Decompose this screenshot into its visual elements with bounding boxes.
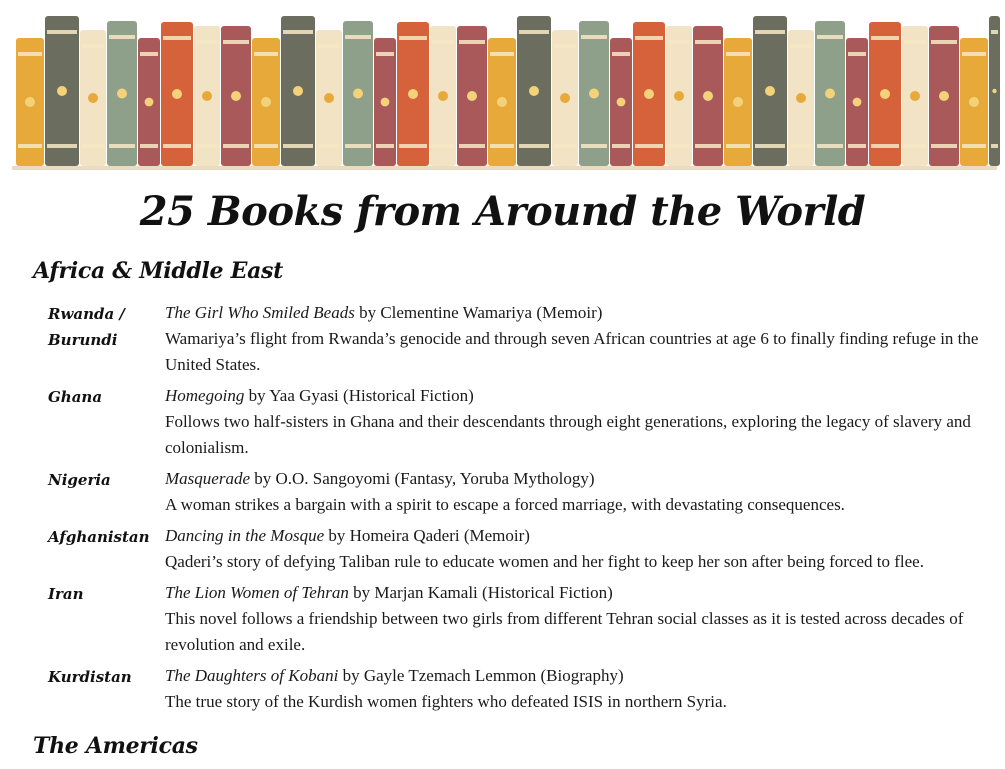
book-entry-kurdistan [0,663,1005,715]
spine-band [318,44,340,48]
spine-band [109,144,135,148]
book-summary: Follows two half-sisters in Ghana and their descendants through eight generations, exploring the legacy of slavery and colonialism. [165,412,971,457]
spine-band [991,144,998,148]
book-line: The Girl Who Smiled Beads by Clementine Wamariya (Memoir) [165,303,603,322]
spine-band [163,144,191,148]
spine-band [163,36,191,40]
spine-ornament [261,97,271,107]
spine-ornament [992,89,996,93]
spine-band [668,144,690,148]
spine-ornament [231,91,241,101]
spine-band [848,52,866,56]
spine-band [47,144,77,148]
book-title: The Girl Who Smiled Beads [165,303,355,322]
spine-band [904,40,926,44]
spine-ornament [117,89,127,99]
country-label: Nigeria [48,471,111,489]
book-author: Clementine Wamariya [380,303,533,322]
country-label: Rwanda / Burundi [48,305,125,349]
book-title: Dancing in the Mosque [165,526,325,545]
spine-band [109,35,135,39]
spine-ornament [644,89,654,99]
spine-band [18,144,42,148]
spine-band [490,52,514,56]
book-genre: (Memoir) [459,526,530,545]
spine-band [755,144,785,148]
spine-ornament [853,98,862,107]
book-genre: (Fantasy, Yoruba Mythology) [390,469,595,488]
spine-band [519,144,549,148]
spine-band [82,44,104,48]
spine-band [695,40,721,44]
section-heading-americas: The Americas [33,733,198,759]
spine-band [432,144,454,148]
book-entry-afghanistan [0,523,1005,575]
book-line: The Lion Women of Tehran by Marjan Kamali (Historical Fiction) [165,583,613,602]
spine-ornament [25,97,35,107]
book-genre: (Historical Fiction) [477,583,613,602]
spine-ornament [910,91,920,101]
spine-band [432,40,454,44]
spine-ornament [796,93,806,103]
country-label: Afghanistan [48,528,150,546]
spine-band [399,36,427,40]
book-genre: (Historical Fiction) [338,386,474,405]
spine-band [345,35,371,39]
spine-band [991,30,998,34]
spine-band [962,52,986,56]
spine-band [399,144,427,148]
spine-band [755,30,785,34]
section-heading-africa-middle-east: Africa & Middle East [33,258,283,284]
spine-band [612,144,630,148]
spine-band [254,144,278,148]
spine-band [554,144,576,148]
spine-band [47,30,77,34]
spine-band [554,44,576,48]
spine-band [140,52,158,56]
spine-ornament [560,93,570,103]
spine-band [871,36,899,40]
spine-band [376,144,394,148]
spine-ornament [703,91,713,101]
spine-band [376,52,394,56]
spine-band [931,144,957,148]
book-entry-rwanda-burundi [0,300,1005,378]
spine-band [490,144,514,148]
spine-ornament [939,91,949,101]
book-author: Marjan Kamali [374,583,478,602]
book-title: The Daughters of Kobani [165,666,339,685]
spine-band [635,144,663,148]
book-line: Homegoing by Yaa Gyasi (Historical Fiction) [165,386,474,405]
country-label: Ghana [48,388,103,406]
spine-band [459,144,485,148]
book-entry-ghana [0,383,1005,461]
spine-band [904,144,926,148]
spine-ornament [825,89,835,99]
page-title: 25 Books from Around the World [139,188,866,235]
spine-band [223,144,249,148]
spine-band [283,144,313,148]
spine-band [519,30,549,34]
spine-band [18,52,42,56]
book-summary: This novel follows a friendship between two girls from different Tehran social classes as it is tested across decades of revolution and exile. [165,609,964,654]
spine-band [82,144,104,148]
spine-ornament [438,91,448,101]
country-label: Iran [48,585,84,603]
spine-band [318,144,340,148]
book-author: O.O. Sangoyomi [275,469,391,488]
spine-ornament [353,89,363,99]
book-summary: The true story of the Kurdish women fighters who defeated ISIS in northern Syria. [165,692,727,711]
spine-band [726,144,750,148]
spine-ornament [57,86,67,96]
spine-ornament [293,86,303,96]
spine-ornament [674,91,684,101]
spine-band [695,144,721,148]
book-line: Dancing in the Mosque by Homeira Qaderi (Memoir) [165,526,530,545]
book-entry-nigeria [0,466,1005,518]
spine-band [962,144,986,148]
spine-band [140,144,158,148]
spine-band [459,40,485,44]
spine-band [254,52,278,56]
spine-ornament [172,89,182,99]
spine-ornament [202,91,212,101]
book-line: The Daughters of Kobani by Gayle Tzemach Lemmon (Biography) [165,666,624,685]
spine-ornament [88,93,98,103]
spine-band [345,144,371,148]
book-summary: Wamariya’s flight from Rwanda’s genocide and through seven African countries at age 6 to finally finding refuge in the United States. [165,329,979,374]
book-author: Homeira Qaderi [349,526,460,545]
spine-band [581,144,607,148]
spine-ornament [733,97,743,107]
spine-ornament [324,93,334,103]
spine-band [581,35,607,39]
spine-ornament [765,86,775,96]
country-label: Kurdistan [48,668,132,686]
spine-band [817,35,843,39]
spine-ornament [467,91,477,101]
spine-band [668,40,690,44]
book-author: Yaa Gyasi [269,386,339,405]
spine-band [726,52,750,56]
spine-band [612,52,630,56]
spine-ornament [617,98,626,107]
spine-ornament [497,97,507,107]
spine-ornament [408,89,418,99]
book-genre: (Memoir) [532,303,603,322]
book-list-africa-middle-east [0,300,1005,720]
spine-band [931,40,957,44]
book-title: The Lion Women of Tehran [165,583,349,602]
bookshelf-illustration [0,0,1005,178]
book-title: Masquerade [165,469,250,488]
spine-band [871,144,899,148]
spine-band [223,40,249,44]
spine-ornament [381,98,390,107]
spine-band [848,144,866,148]
spine-band [196,144,218,148]
spine-band [196,40,218,44]
book-summary: Qaderi’s story of defying Taliban rule to educate women and her fight to keep her son after being forced to flee. [165,552,924,571]
spine-ornament [145,98,154,107]
book-author: Gayle Tzemach Lemmon [363,666,537,685]
spine-band [790,44,812,48]
book-genre: (Biography) [536,666,624,685]
book-summary: A woman strikes a bargain with a spirit to escape a forced marriage, with devastating consequences. [165,495,845,514]
book-entry-iran [0,580,1005,658]
spine-band [283,30,313,34]
book-title: Homegoing [165,386,245,405]
spine-band [817,144,843,148]
book-line: Masquerade by O.O. Sangoyomi (Fantasy, Yoruba Mythology) [165,469,595,488]
shelf-line [12,166,997,170]
spine-ornament [529,86,539,96]
spine-ornament [969,97,979,107]
spine-band [635,36,663,40]
spine-band [790,144,812,148]
spine-ornament [880,89,890,99]
spine-ornament [589,89,599,99]
